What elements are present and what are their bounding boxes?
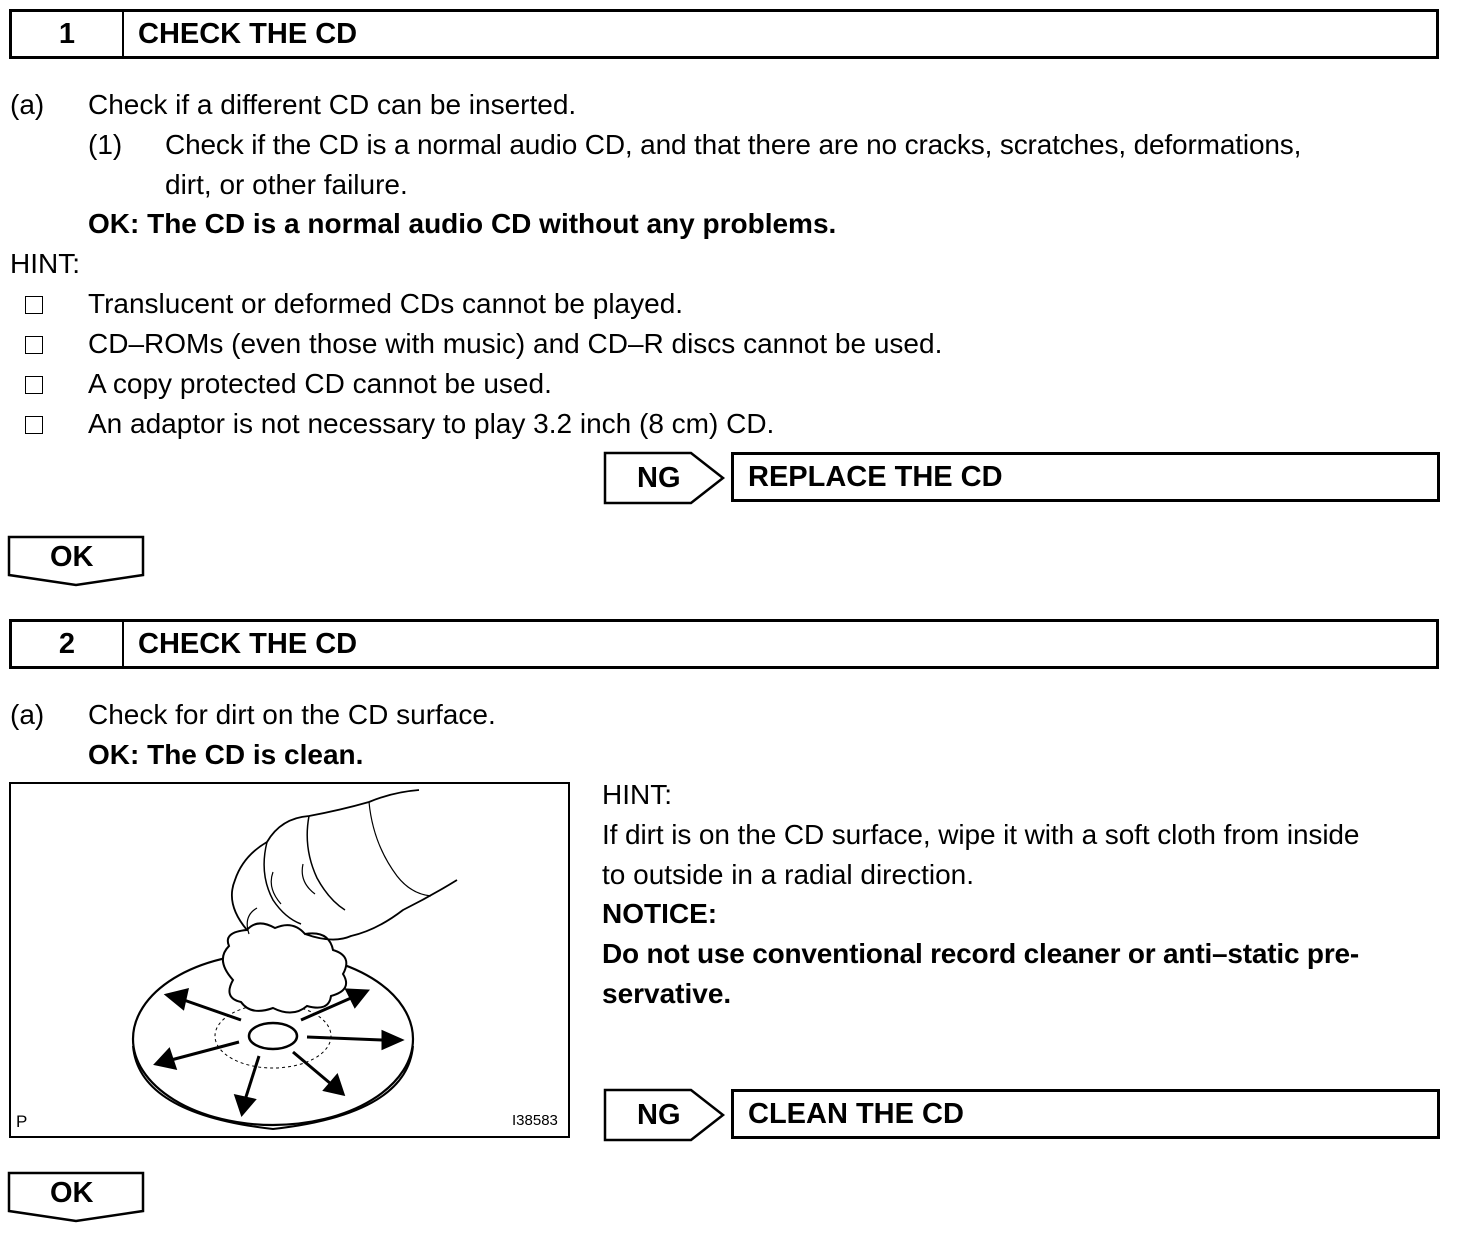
bullet-box-icon [25, 376, 43, 394]
bullet-box-icon [25, 416, 43, 434]
step-2-hint-line2: to outside in a radial direction. [602, 859, 974, 890]
step-1-hint-item: Translucent or deformed CDs cannot be played. [88, 288, 684, 319]
step-2-header [9, 619, 1439, 669]
step-2-hint-line1: If dirt is on the CD surface, wipe it with a soft cloth from inside [602, 819, 1360, 850]
step-2-ng-label: NG [637, 1099, 681, 1131]
cd-cleaning-figure [9, 782, 570, 1138]
step-1-hint-item: An adaptor is not necessary to play 3.2 inch (8 cm) CD. [88, 408, 775, 439]
step-1-hint-label: HINT: [10, 248, 80, 279]
step-2-hint-label: HINT: [602, 779, 672, 810]
step-1-hint-item: A copy protected CD cannot be used. [88, 368, 552, 399]
step-1-item-a-text: Check if a different CD can be inserted. [88, 89, 577, 120]
step-2-ok-label: OK [50, 1177, 94, 1209]
step-1-ng-action-box [731, 452, 1440, 502]
step-2-notice-line2: servative. [602, 978, 732, 1009]
bullet-box-icon [25, 336, 43, 354]
figure-id: I38583 [512, 1112, 558, 1129]
figure-corner-label: P [16, 1112, 28, 1131]
step-1-title: CHECK THE CD [138, 18, 358, 50]
cd-wipe-illustration [11, 784, 568, 1136]
step-1-ng-action: REPLACE THE CD [748, 461, 1003, 493]
step-2-item-a-label: (a) [10, 699, 45, 730]
step-1-header [9, 9, 1439, 59]
step-2-notice-label: NOTICE: [602, 898, 718, 929]
step-2-notice-line1: Do not use conventional record cleaner or anti–static pre- [602, 938, 1360, 969]
step-2-ok-criteria: OK: The CD is clean. [88, 739, 364, 770]
step-1-ok-criteria: OK: The CD is a normal audio CD without any problems. [88, 208, 837, 239]
step-2-item-a-text: Check for dirt on the CD surface. [88, 699, 496, 730]
step-1-number: 1 [12, 12, 124, 56]
step-1-sub1-line1: Check if the CD is a normal audio CD, and that there are no cracks, scratches, deformations, [165, 129, 1302, 160]
step-2-number: 2 [12, 622, 124, 666]
step-1-sub1-line2: dirt, or other failure. [165, 169, 408, 200]
bullet-box-icon [25, 296, 43, 314]
step-1-hint-item: CD–ROMs (even those with music) and CD–R discs cannot be used. [88, 328, 943, 359]
step-1-ng-label: NG [637, 462, 681, 494]
step-1-item-a-label: (a) [10, 89, 45, 120]
step-1-sub1-label: (1) [88, 129, 123, 160]
step-2-title: CHECK THE CD [138, 628, 358, 660]
step-2-ng-action: CLEAN THE CD [748, 1098, 964, 1130]
step-1-ok-label: OK [50, 541, 94, 573]
step-2-ng-action-box [731, 1089, 1440, 1139]
